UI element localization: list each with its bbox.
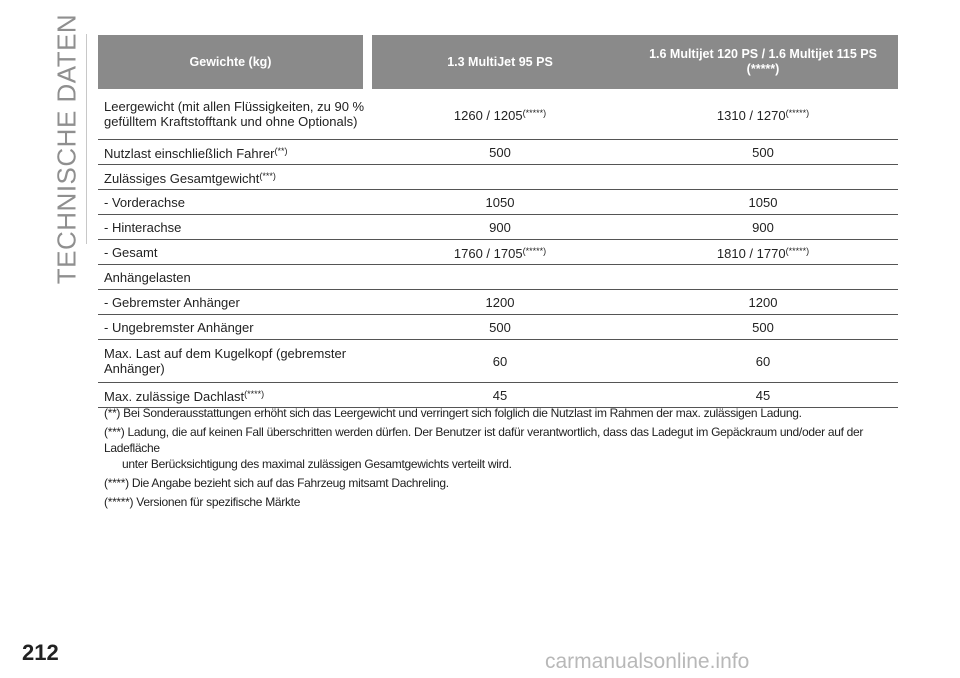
footnote-mark: (***): [259, 170, 276, 181]
watermark: carmanualsonline.info: [545, 650, 750, 673]
footnote-mark: (*****): [785, 107, 810, 118]
footnote-mark: (*****): [522, 107, 547, 118]
footnote-mark: (**): [274, 145, 288, 156]
row-label: - Gebremster Anhänger: [98, 290, 372, 315]
row-label: - Vorderachse: [98, 190, 372, 215]
table-row: [98, 89, 898, 140]
row-value-13: 1200: [372, 290, 628, 315]
table-row: [98, 315, 898, 340]
header-engine-16-note: (*****): [746, 62, 780, 76]
footnote-mark: (*****): [522, 245, 547, 256]
footnote-4: (****) Die Angabe bezieht sich auf das Fahrzeug mitsamt Dachreling.: [104, 476, 449, 490]
section-title-text: TECHNISCHE DATEN: [51, 13, 82, 285]
row-label: Max. Last auf dem Kugelkopf (gebremster Anhänger): [98, 340, 372, 383]
table-row: [98, 265, 898, 290]
row-value-16: 500: [628, 315, 898, 340]
row-label-text: Nutzlast einschließlich Fahrer: [104, 145, 275, 161]
footnote-2: (**) Bei Sonderausstattungen erhöht sich das Leergewicht und verringert sich folglich die Nutzlast im Rahmen der max. zulässigen Ladung.: [104, 406, 802, 420]
table-row: [98, 140, 898, 165]
row-value-16: 60: [628, 340, 898, 383]
row-label-text: Max. zulässige Dachlast: [104, 388, 245, 404]
row-label: - Ungebremster Anhänger: [98, 315, 372, 340]
header-engine-16: [628, 35, 898, 89]
row-label: Anhängelasten: [98, 265, 372, 290]
row-value-13: [372, 165, 628, 190]
section-side-title: [51, 13, 82, 285]
weights-table: [98, 35, 898, 408]
row-label: [98, 140, 372, 165]
table-row: [98, 240, 898, 265]
row-value-13: [372, 240, 628, 265]
footnote-3: [104, 424, 904, 456]
row-value-13: [372, 265, 628, 290]
footnote-mark: (*****): [785, 245, 810, 256]
header-engine-16-text: 1.6 Multijet 120 PS / 1.6 Multijet 115 PS: [649, 47, 877, 61]
table-row: [98, 340, 898, 383]
table-row: [98, 215, 898, 240]
table-row: [98, 165, 898, 190]
row-value-16: 900: [628, 215, 898, 240]
row-value-13: 500: [372, 140, 628, 165]
row-value-13: 500: [372, 315, 628, 340]
row-value-13: 900: [372, 215, 628, 240]
row-label: [98, 89, 372, 140]
row-label-text: Leergewicht (mit allen Flüssigkeiten, zu 90 % gefülltem Kraftstofftank und ohne Optionals): [104, 99, 365, 129]
row-value-16: 1050: [628, 190, 898, 215]
row-value-13: [372, 89, 628, 140]
page-number: 212: [22, 640, 59, 665]
row-value-16: [628, 165, 898, 190]
row-value-13: 60: [372, 340, 628, 383]
row-value-16: [628, 265, 898, 290]
footnote-3-continuation: unter Berücksichtigung des maximal zulässigen Gesamtgewichts verteilt wird.: [122, 457, 512, 471]
row-value-16: 1200: [628, 290, 898, 315]
header-engine-13: 1.3 MultiJet 95 PS: [372, 35, 628, 89]
header-gap: [363, 35, 372, 89]
side-divider: [86, 34, 87, 244]
value-text: 1310 / 1270: [716, 107, 786, 123]
footnotes: [104, 405, 904, 513]
footnote-mark: (****): [244, 388, 265, 399]
row-value-16: 45: [628, 383, 898, 408]
table-row: [98, 383, 898, 408]
row-value-16: 500: [628, 140, 898, 165]
footnote-5: (*****) Versionen für spezifische Märkte: [104, 495, 301, 509]
row-label: - Hinterachse: [98, 215, 372, 240]
value-text: 1760 / 1705: [453, 245, 523, 261]
row-label-text: Zulässiges Gesamtgewicht: [104, 170, 260, 186]
row-label: [98, 383, 372, 408]
table-header-row: [98, 35, 898, 89]
row-label: - Gesamt: [98, 240, 372, 265]
table-row: [98, 290, 898, 315]
row-value-16: [628, 240, 898, 265]
footnote-3-line1: (***) Ladung, die auf keinen Fall überschritten werden dürfen. Der Benutzer ist dafür verantwortlich, dass das Ladegut im Gepäckraum und/oder auf der Ladefläche: [104, 425, 864, 455]
header-weights: Gewichte (kg): [98, 35, 363, 89]
value-text: 1810 / 1770: [716, 245, 786, 261]
row-value-13: 1050: [372, 190, 628, 215]
row-value-13: 45: [372, 383, 628, 408]
table-row: [98, 190, 898, 215]
row-label: [98, 165, 372, 190]
row-value-16: [628, 89, 898, 140]
value-text: 1260 / 1205: [453, 107, 523, 123]
